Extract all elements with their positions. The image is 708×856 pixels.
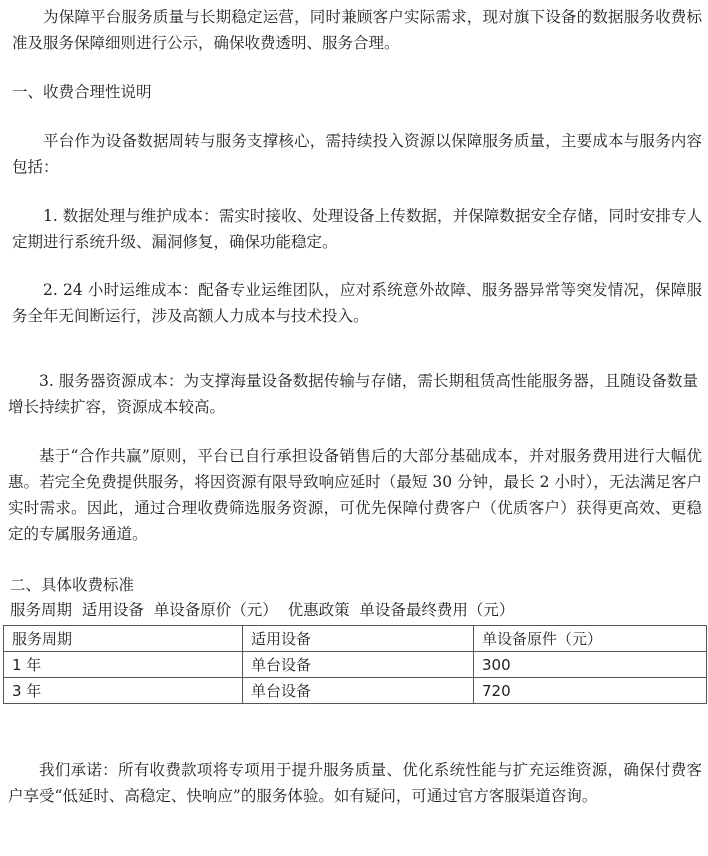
table-header-row	[4, 626, 707, 652]
commitment-paragraph: 我们承诺：所有收费款项将专项用于提升服务质量、优化系统性能与扩充运维资源，确保付费客户享受“低延时、高稳定、快响应”的服务体验。如有疑问，可通过官方客服渠道咨询。	[8, 761, 702, 805]
table-row	[4, 652, 707, 678]
header-cell-price: 单设备原件（元）	[474, 626, 707, 652]
intro-paragraph: 为保障平台服务质量与长期稳定运营，同时兼顾客户实际需求，现对旗下设备的数据服务收费标准及服务保障细则进行公示，确保收费透明、服务合理。	[12, 8, 702, 52]
column-summary-line: 服务周期 适用设备 单设备原价（元） 优惠政策 单设备最终费用（元）	[10, 601, 515, 619]
cell-period: 1 年	[4, 652, 243, 678]
rationale-paragraph: 基于“合作共赢”原则，平台已自行承担设备销售后的大部分基础成本，并对服务费用进行大幅优惠。若完全免费提供服务，将因资源有限导致响应延时（最短 30 分钟，最长 2 小时），无法满足客户实时需求。因此，通过合理收费筛选服务资源，可优先保障付费客户（优质客户）获得更高效、更稳定的专属服务通道。	[8, 447, 702, 543]
cell-price: 720	[474, 678, 707, 704]
cell-device: 单台设备	[243, 652, 474, 678]
header-cell-period: 服务周期	[4, 626, 243, 652]
cost-item-3: 3. 服务器资源成本：为支撑海量设备数据传输与存储，需长期租赁高性能服务器，且随设备数量增长持续扩容，资源成本较高。	[8, 372, 698, 416]
cell-period: 3 年	[4, 678, 243, 704]
section-1-heading: 一、收费合理性说明	[12, 83, 152, 101]
section-2-heading: 二、具体收费标准	[10, 576, 135, 594]
table-row	[4, 678, 707, 704]
fee-table	[3, 625, 707, 704]
header-cell-device: 适用设备	[243, 626, 474, 652]
cell-device: 单台设备	[243, 678, 474, 704]
section-1-lead: 平台作为设备数据周转与服务支撑核心，需持续投入资源以保障服务质量，主要成本与服务内容包括：	[12, 132, 702, 176]
cost-item-2: 2. 24 小时运维成本：配备专业运维团队，应对系统意外故障、服务器异常等突发情况，保障服务全年无间断运行，涉及高额人力成本与技术投入。	[12, 281, 702, 325]
cost-item-1: 1. 数据处理与维护成本：需实时接收、处理设备上传数据，并保障数据安全存储，同时安排专人定期进行系统升级、漏洞修复，确保功能稳定。	[12, 207, 702, 251]
cell-price: 300	[474, 652, 707, 678]
